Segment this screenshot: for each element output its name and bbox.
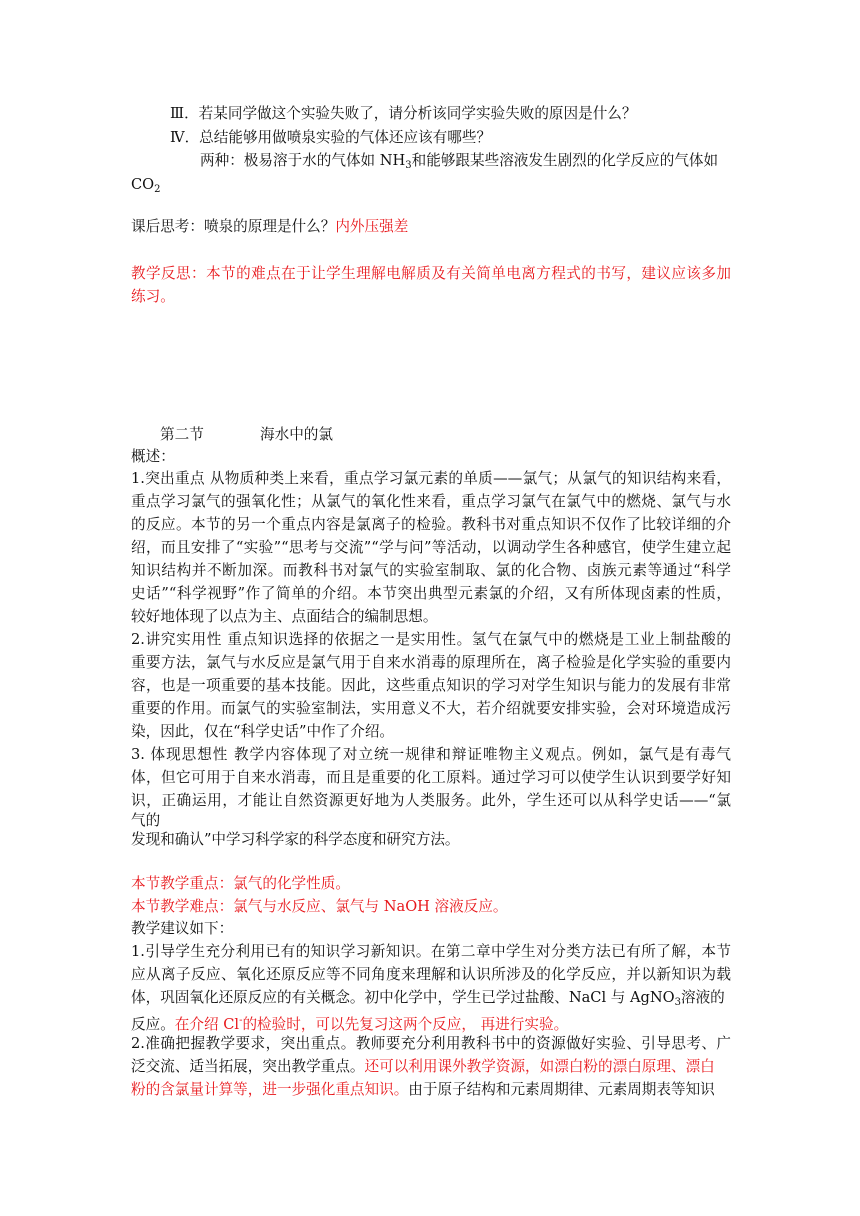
s1-line-last: 反应。在介绍 Cl-的检验时，可以先复习这两个反应， 再进行实验。: [131, 1015, 569, 1033]
p2-line: 染，因此，仅在“科学史话”中作了介绍。: [131, 723, 395, 740]
question-4: Ⅳ．总结能够用做喷泉实验的气体还应该有哪些？: [170, 129, 492, 146]
after-class-thinking: 课后思考：喷泉的原理是什么？内外压强差: [131, 218, 409, 235]
p3-line: 气的: [131, 812, 161, 829]
s2-line: 泛交流、适当拓展，突出教学重点。还可以利用课外教学资源，如漂白粉的漂白原理、漂白: [131, 1058, 715, 1075]
p3-line: 识，正确运用，才能让自然资源更好地为人类服务。此外，学生还可以从科学史话——“氯: [131, 792, 731, 809]
p3-line: 体，但它可用于自来水消毒，而且是重要的化工原料。通过学习可以使学生认识到要学好知: [131, 769, 731, 786]
co2-line: $CO_2$: [131, 176, 161, 195]
suggestion-label: 教学建议如下：: [131, 920, 234, 937]
s2-line: 粉的含氯量计算等，进一步强化重点知识。由于原子结构和元素周期律、元素周期表等知识: [131, 1081, 715, 1098]
p1-line: 知识结构并不断加深。而教科书对氯气的实验室制取、氯的化合物、卤族元素等通过“科学: [131, 562, 731, 579]
p1-line: 重点学习氯气的强氧化性；从氯气的氧化性来看，重点学习氯气在氯气中的燃烧、氯气与水: [131, 493, 731, 510]
p1-line: 绍，而且安排了“实验”“思考与交流”“学与问”等活动，以调动学生各种感官，使学生建立起: [131, 539, 731, 556]
question-3: Ⅲ．若某同学做这个实验失败了，请分析该同学实验失败的原因是什么？: [170, 105, 637, 122]
p1-line: 的反应。本节的另一个重点内容是氯离子的检验。教科书对重点知识不仅作了比较详细的介: [131, 516, 731, 533]
p1-line: 较好地体现了以点为主、点面结合的编制思想。: [131, 608, 438, 625]
p1-line: 史话”“科学视野”作了简单的介绍。本节突出典型元素氯的介绍，又有所体现卤素的性质，: [131, 585, 731, 602]
p2-line: 重要方法，氯气与水反应是氯气用于自来水消毒的原理所在，离子检验是化学实验的重要内: [131, 654, 731, 671]
answer-line: 两种：极易溶于水的气体如 $NH_3$和能够跟某些溶液发生剧烈的化学反应的气体如: [200, 152, 719, 171]
thinking-answer: 内外压强差: [335, 218, 409, 235]
teaching-reflection-line-1: 教学反思：本节的难点在于让学生理解电解质及有关简单电离方程式的书写，建议应该多加: [131, 265, 731, 282]
teaching-reflection-line-2: 练习。: [131, 288, 175, 305]
key-point: 本节教学重点：氯气的化学性质。: [131, 875, 350, 892]
p1-line: 1.突出重点 从物质种类上来看，重点学习氯元素的单质——氯气；从氯气的知识结构来看，: [131, 470, 731, 487]
p2-line: 容，也是一项重要的基本技能。因此，这些重点知识的学习对学生知识与能力的发展有非常: [131, 677, 731, 694]
p3-line: 3. 体现思想性 教学内容体现了对立统一规律和辩证唯物主义观点。例如，氯气是有毒气: [131, 746, 731, 763]
s1-line: 体，巩固氧化还原反应的有关概念。初中化学中，学生已学过盐酸、NaCl 与 AgNO$_3$溶液的: [131, 989, 725, 1008]
difficulty: 本节教学难点：氯气与水反应、氯气与 NaOH 溶液反应。: [131, 898, 508, 915]
p2-line: 重要的作用。而氯气的实验室制法，实用意义不大，若介绍就要安排实验，会对环境造成污: [131, 700, 731, 717]
p3-line: 发现和确认”中学习科学家的科学态度和研究方法。: [131, 831, 460, 848]
overview-label: 概述：: [131, 448, 175, 465]
section-number: 第二节: [160, 426, 204, 443]
s2-line: 2.准确把握教学要求，突出重点。教师要充分利用教科书中的资源做好实验、引导思考、广: [131, 1035, 731, 1052]
s1-line: 1.引导学生充分利用已有的知识学习新知识。在第二章中学生对分类方法已有所了解，本节: [131, 943, 731, 960]
p2-line: 2.讲究实用性 重点知识选择的依据之一是实用性。氢气在氯气中的燃烧是工业上制盐酸的: [131, 631, 731, 648]
s1-line: 应从离子反应、氧化还原反应等不同角度来理解和认识所涉及的化学反应，并以新知识为载: [131, 966, 731, 983]
section-title: 海水中的氯: [260, 426, 333, 443]
